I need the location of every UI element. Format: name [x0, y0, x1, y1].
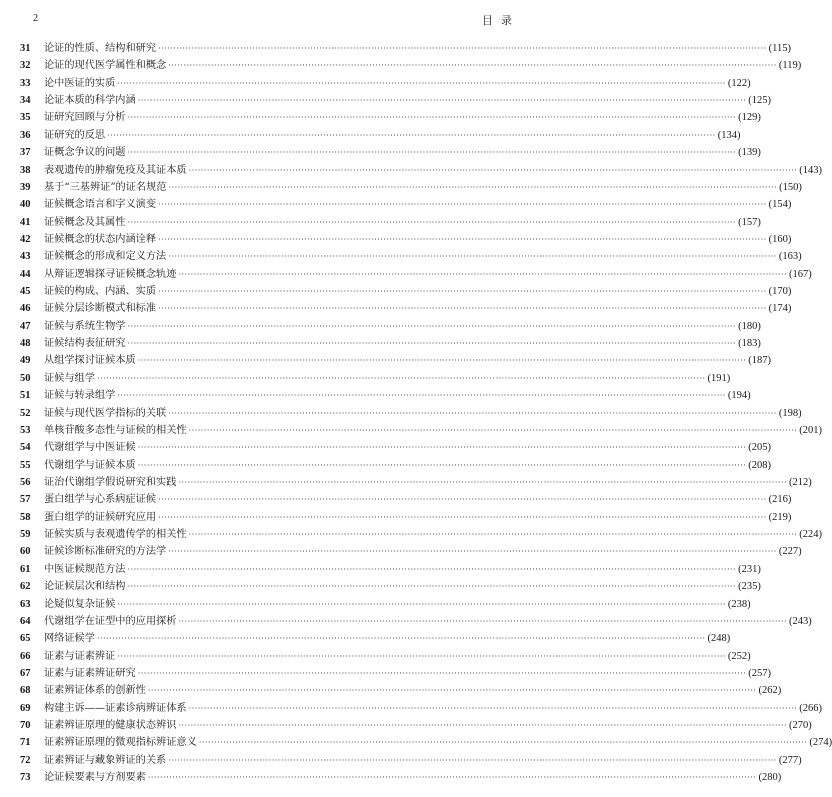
- entry-page: (167): [789, 268, 812, 280]
- entry-number: 57: [20, 494, 31, 506]
- toc-entry: [20, 717, 812, 734]
- entry-title: 代谢组学在证型中的应用探析: [44, 615, 177, 627]
- dot-leader: ········································································································································································································: [117, 391, 726, 401]
- dot-leader: ········································································································································································································: [127, 564, 737, 574]
- entry-title: 构建主诉——证素诊病辨证体系: [44, 702, 187, 714]
- toc-entry: [20, 75, 751, 92]
- entry-title: 证研究回顾与分析: [44, 112, 126, 124]
- dot-leader: ········································································································································································································: [117, 599, 726, 609]
- toc-entry: [20, 700, 822, 717]
- dot-leader: ········································································································································································································: [168, 182, 778, 192]
- toc-entry: [20, 648, 751, 665]
- dot-leader: ········································································································································································································: [158, 512, 767, 522]
- toc-entry: [20, 283, 792, 300]
- entry-title: 论证本质的科学内涵: [44, 95, 136, 107]
- entry-title: 代谢组学与证候本质: [44, 459, 136, 471]
- entry-page: (266): [799, 702, 822, 714]
- toc-entry: [20, 162, 822, 179]
- toc-entry: [20, 457, 772, 474]
- entry-number: 48: [20, 338, 31, 350]
- entry-number: 50: [20, 372, 31, 384]
- dot-leader: ········································································································································································································: [168, 408, 777, 418]
- entry-number: 47: [20, 320, 31, 332]
- entry-page: (219): [768, 511, 792, 523]
- entry-number: 66: [20, 650, 31, 662]
- entry-number: 73: [20, 772, 31, 784]
- toc-entry: [20, 144, 761, 161]
- entry-page: (280): [758, 772, 782, 784]
- toc-entry: [20, 370, 731, 387]
- entry-page: (198): [778, 407, 802, 419]
- entry-title: 证素辨证与藏象辨证的关系: [44, 754, 167, 766]
- entry-number: 61: [20, 563, 31, 575]
- toc-entry: [20, 665, 772, 682]
- toc-entry: [20, 613, 812, 630]
- dot-leader: ········································································································································································································: [137, 443, 747, 453]
- dot-leader: ········································································································································································································: [127, 582, 737, 592]
- dot-leader: ········································································································································································································: [127, 321, 737, 331]
- dot-leader: ········································································································································································································: [96, 373, 706, 383]
- entry-number: 39: [20, 181, 31, 193]
- entry-title: 单核苷酸多态性与证候的相关性: [44, 424, 187, 436]
- entry-number: 62: [20, 581, 31, 593]
- entry-title: 代谢组学与中医证候: [44, 442, 136, 454]
- dot-leader: ········································································································································································································: [127, 339, 737, 349]
- entry-page: (154): [768, 199, 792, 211]
- entry-number: 40: [20, 199, 31, 211]
- toc-entry: [20, 405, 802, 422]
- entry-title: 论证候要素与方剂要素: [44, 772, 146, 784]
- entry-number: 53: [20, 424, 31, 436]
- entry-number: 69: [20, 702, 31, 714]
- entry-title: 蛋白组学与心系病症证候: [44, 494, 157, 506]
- dot-leader: ········································································································································································································: [178, 721, 788, 731]
- entry-number: 51: [20, 390, 31, 402]
- entry-title: 证候与系统生物学: [44, 320, 126, 332]
- dot-leader: ········································································································································································································: [178, 269, 788, 279]
- dot-leader: ········································································································································································································: [127, 113, 737, 123]
- entry-page: (150): [779, 181, 802, 193]
- entry-title: 论证的性质、结构和研究: [44, 43, 157, 54]
- entry-page: (274): [809, 737, 832, 749]
- entry-page: (139): [738, 147, 761, 159]
- entry-page: (212): [789, 476, 812, 488]
- entry-title: 蛋白组学的证候研究应用: [44, 511, 157, 523]
- entry-title: 证候实质与表观遗传学的相关性: [44, 529, 187, 541]
- entry-title: 论中医证的实质: [44, 77, 116, 89]
- entry-number: 33: [20, 77, 31, 89]
- dot-leader: ········································································································································································································: [96, 634, 706, 644]
- entry-number: 72: [20, 754, 31, 766]
- dot-leader: ········································································································································································································: [188, 425, 798, 435]
- toc-entry: [20, 474, 812, 491]
- entry-number: 38: [20, 164, 31, 176]
- entry-number: 32: [20, 60, 31, 72]
- toc-entry: [20, 578, 761, 595]
- toc-entry: [20, 752, 802, 769]
- entry-page: (157): [738, 216, 761, 228]
- entry-page: (243): [789, 615, 812, 627]
- toc-entry: [20, 318, 761, 335]
- entry-page: (119): [778, 60, 802, 72]
- entry-page: (134): [717, 129, 741, 141]
- dot-leader: ········································································································································································································: [147, 686, 757, 696]
- entry-page: (205): [748, 442, 772, 454]
- entry-number: 71: [20, 737, 31, 749]
- entry-number: 34: [20, 95, 31, 107]
- toc-entry: [20, 387, 751, 404]
- dot-leader: ········································································································································································································: [137, 96, 747, 106]
- entry-page: (174): [768, 303, 792, 315]
- entry-number: 68: [20, 685, 31, 697]
- toc-entry: [20, 231, 792, 248]
- toc-entry: [20, 682, 782, 699]
- table-of-contents: [20, 40, 832, 786]
- entry-number: 43: [20, 251, 31, 263]
- entry-number: 31: [20, 43, 31, 54]
- entry-title: 证素辨证原理的健康状态辨识: [44, 720, 177, 732]
- dot-leader: ········································································································································································································: [158, 304, 767, 314]
- entry-title: 证素与证素辨证研究: [44, 667, 136, 679]
- page-header: [0, 0, 566, 34]
- entry-number: 55: [20, 459, 31, 471]
- entry-number: 44: [20, 268, 31, 280]
- entry-title: 证候概念及其属性: [44, 216, 126, 228]
- entry-title: 证素辨证原理的微观指标辨证意义: [44, 737, 197, 749]
- entry-number: 52: [20, 407, 31, 419]
- entry-page: (143): [799, 164, 822, 176]
- entry-number: 35: [20, 112, 31, 124]
- entry-number: 41: [20, 216, 31, 228]
- entry-title: 证候概念的状态内涵诠释: [44, 233, 157, 245]
- entry-title: 论证候层次和结构: [44, 581, 126, 593]
- dot-leader: ········································································································································································································: [158, 200, 767, 210]
- toc-entry: [20, 526, 822, 543]
- entry-number: 63: [20, 598, 31, 610]
- entry-title: 证候分层诊断模式和标准: [44, 303, 157, 315]
- entry-title: 证治代谢组学假说研究和实践: [44, 476, 177, 488]
- toc-entry: [20, 491, 792, 508]
- entry-page: (191): [707, 372, 731, 384]
- entry-page: (227): [778, 546, 802, 558]
- entry-number: 36: [20, 129, 31, 141]
- entry-number: 42: [20, 233, 31, 245]
- entry-page: (235): [738, 581, 761, 593]
- dot-leader: ········································································································································································································: [127, 148, 737, 158]
- entry-title: 论疑似复杂证候: [44, 598, 116, 610]
- toc-entry: [20, 57, 802, 74]
- dot-leader: ········································································································································································································: [137, 460, 747, 470]
- entry-title: 证候概念的形成和定义方法: [44, 251, 167, 263]
- entry-page: (122): [727, 77, 751, 89]
- entry-page: (270): [789, 720, 812, 732]
- entry-number: 37: [20, 147, 31, 159]
- entry-title: 中医证候规范方法: [44, 563, 126, 575]
- dot-leader: ········································································································································································································: [127, 217, 737, 227]
- entry-title: 证素与证素辨证: [44, 650, 116, 662]
- toc-entry: [20, 769, 782, 786]
- entry-number: 58: [20, 511, 31, 523]
- entry-page: (115): [768, 43, 792, 54]
- dot-leader: ········································································································································································································: [188, 530, 798, 540]
- dot-leader: ········································································································································································································: [117, 651, 726, 661]
- page-number: 2: [33, 13, 38, 24]
- entry-title: 论证的现代医学属性和概念: [44, 60, 167, 72]
- dot-leader: ········································································································································································································: [158, 495, 767, 505]
- toc-entry: [20, 439, 772, 456]
- dot-leader: ········································································································································································································: [178, 616, 788, 626]
- entry-number: 64: [20, 615, 31, 627]
- entry-title: 从辩证逻辑探寻证候概念轨迹: [44, 268, 177, 280]
- toc-entry: [20, 734, 832, 751]
- entry-page: (201): [799, 424, 822, 436]
- entry-number: 54: [20, 442, 31, 454]
- toc-entry: [20, 422, 822, 439]
- toc-entry: [20, 561, 761, 578]
- toc-entry: [20, 179, 802, 196]
- toc-entry: [20, 630, 731, 647]
- entry-page: (277): [778, 754, 802, 766]
- entry-page: (231): [738, 563, 761, 575]
- dot-leader: ········································································································································································································: [168, 252, 777, 262]
- section-title: 目录: [482, 14, 520, 27]
- dot-leader: ········································································································································································································: [137, 356, 747, 366]
- entry-page: (183): [738, 338, 761, 350]
- entry-title: 证候概念语言和字义演变: [44, 199, 157, 211]
- dot-leader: ········································································································································································································: [158, 234, 767, 244]
- dot-leader: ········································································································································································································: [107, 130, 716, 140]
- entry-number: 46: [20, 303, 31, 315]
- entry-page: (248): [707, 633, 731, 645]
- entry-page: (129): [738, 112, 761, 124]
- entry-page: (170): [768, 286, 792, 298]
- dot-leader: ········································································································································································································: [198, 738, 808, 748]
- toc-entry: [20, 196, 792, 213]
- entry-number: 56: [20, 476, 31, 488]
- dot-leader: ········································································································································································································: [188, 703, 798, 713]
- entry-page: (238): [727, 598, 751, 610]
- entry-title: 证候与现代医学指标的关联: [44, 407, 167, 419]
- entry-title: 从组学探讨证候本质: [44, 355, 136, 367]
- entry-title: 证候的构成、内涵、实质: [44, 286, 157, 298]
- entry-title: 证候与组学: [44, 372, 95, 384]
- entry-number: 59: [20, 529, 31, 541]
- dot-leader: ········································································································································································································: [178, 477, 788, 487]
- entry-page: (216): [768, 494, 792, 506]
- entry-page: (125): [748, 95, 772, 107]
- entry-title: 基于“三基辨证”的证名规范: [44, 181, 167, 193]
- toc-entry: [20, 40, 792, 57]
- entry-number: 65: [20, 633, 31, 645]
- dot-leader: ········································································································································································································: [168, 547, 777, 557]
- dot-leader: ········································································································································································································: [137, 668, 747, 678]
- entry-page: (194): [727, 390, 751, 402]
- entry-title: 证候结构表征研究: [44, 338, 126, 350]
- dot-leader: ········································································································································································································: [158, 44, 767, 53]
- dot-leader: ········································································································································································································: [188, 165, 798, 175]
- toc-entry: [20, 352, 772, 369]
- entry-number: 67: [20, 667, 31, 679]
- entry-page: (262): [758, 685, 782, 697]
- toc-entry: [20, 109, 761, 126]
- entry-number: 70: [20, 720, 31, 732]
- dot-leader: ········································································································································································································: [168, 755, 777, 765]
- entry-title: 证候诊断标准研究的方法学: [44, 546, 167, 558]
- dot-leader: ········································································································································································································: [147, 773, 757, 783]
- entry-title: 证概念争议的问题: [44, 147, 126, 159]
- entry-number: 49: [20, 355, 31, 367]
- toc-entry: [20, 92, 772, 109]
- entry-page: (160): [768, 233, 792, 245]
- entry-title: 表观遗传的肿瘤免疫及其证本质: [44, 164, 187, 176]
- entry-page: (187): [748, 355, 772, 367]
- entry-title: 网络证候学: [44, 633, 95, 645]
- entry-title: 证候与转录组学: [44, 390, 116, 402]
- entry-title: 证素辨证体系的创新性: [44, 685, 146, 697]
- toc-entry: [20, 266, 812, 283]
- entry-page: (252): [727, 650, 751, 662]
- toc-entry: [20, 335, 761, 352]
- toc-entry: [20, 300, 792, 317]
- entry-page: (257): [748, 667, 772, 679]
- toc-entry: [20, 543, 802, 560]
- dot-leader: ········································································································································································································: [168, 61, 777, 71]
- entry-page: (224): [799, 529, 822, 541]
- toc-entry: [20, 248, 802, 265]
- dot-leader: ········································································································································································································: [158, 287, 767, 297]
- toc-entry: [20, 214, 761, 231]
- entry-title: 证研究的反思: [44, 129, 106, 141]
- toc-entry: [20, 509, 792, 526]
- entry-page: (180): [738, 320, 761, 332]
- toc-entry: [20, 596, 751, 613]
- entry-page: (208): [748, 459, 772, 471]
- entry-page: (163): [778, 251, 802, 263]
- dot-leader: ········································································································································································································: [117, 78, 726, 88]
- entry-number: 60: [20, 546, 31, 558]
- entry-number: 45: [20, 286, 31, 298]
- toc-entry: [20, 127, 741, 144]
